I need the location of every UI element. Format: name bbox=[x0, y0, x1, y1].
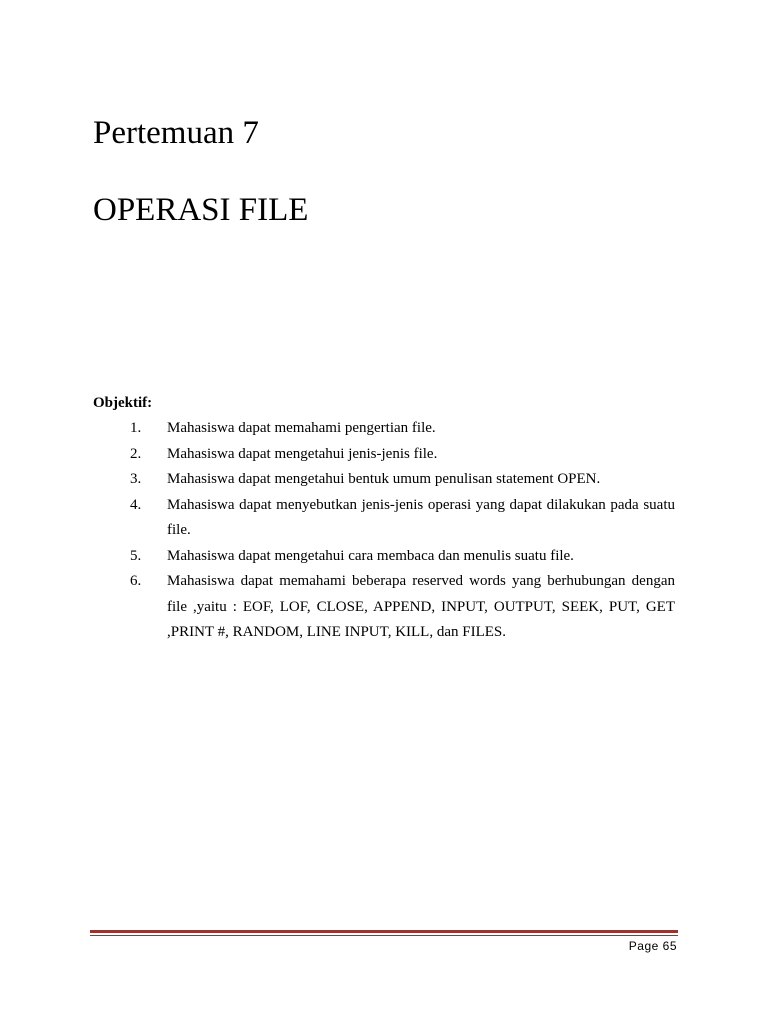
footer-divider bbox=[90, 930, 678, 933]
list-item-number: 4. bbox=[130, 496, 142, 513]
list-item-text: Mahasiswa dapat memahami beberapa reserved words yang berhubungan dengan file ,yaitu : EOF, LOF, CLOSE, APPEND, INPUT, OUTPUT, SEEK, PUT, GET ,PRINT #, RANDOM, LINE INPUT, KILL, dan FILES. bbox=[167, 573, 675, 640]
objectives-section bbox=[93, 392, 675, 646]
chapter-title: OPERASI FILE bbox=[93, 192, 309, 228]
list-item-text: Mahasiswa dapat mengetahui cara membaca dan menulis suatu file. bbox=[167, 547, 574, 564]
objectives-list bbox=[93, 416, 675, 646]
meeting-title: Pertemuan 7 bbox=[93, 115, 259, 151]
list-item-number: 6. bbox=[130, 573, 142, 589]
list-item-text: Mahasiswa dapat memahami pengertian file. bbox=[167, 420, 436, 436]
list-item-text: Mahasiswa dapat mengetahui bentuk umum penulisan statement OPEN. bbox=[167, 471, 601, 487]
list-item-number: 3. bbox=[130, 471, 142, 487]
list-item-text: Mahasiswa dapat menyebutkan jenis-jenis operasi yang dapat dilakukan pada suatu file. bbox=[167, 496, 675, 538]
list-item bbox=[93, 416, 675, 442]
list-item-text: Mahasiswa dapat mengetahui jenis-jenis file. bbox=[167, 445, 438, 462]
list-item bbox=[93, 442, 675, 468]
list-item bbox=[93, 467, 675, 493]
objectives-heading: Objektif: bbox=[93, 395, 153, 411]
list-item-number: 2. bbox=[130, 445, 142, 462]
footer-divider-thin bbox=[90, 935, 678, 936]
list-item-number: 5. bbox=[130, 547, 142, 564]
list-item bbox=[93, 569, 675, 646]
list-item bbox=[93, 544, 675, 570]
list-item-number: 1. bbox=[130, 420, 142, 436]
list-item bbox=[93, 493, 675, 544]
page-number: Page 65 bbox=[628, 939, 677, 953]
